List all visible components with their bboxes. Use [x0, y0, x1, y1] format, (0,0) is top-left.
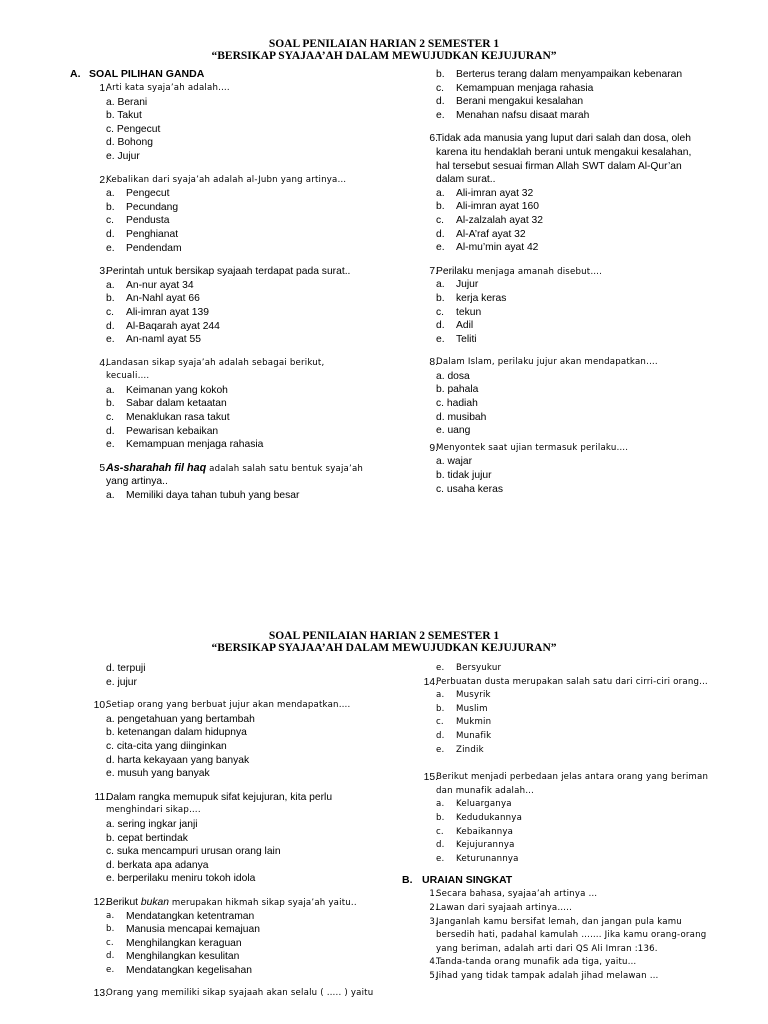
essay-1: 1. Secara bahasa, syajaa’ah artinya … [429, 889, 598, 900]
question-13: 13. Orang yang memiliki sikap syajaah akan selalu ( ….. ) yaitu [93, 988, 374, 1000]
option-14e: e. Zindik [436, 744, 484, 755]
question-12: 12. Berikut bukan merupakan hikmah sikap syaja’ah yaitu.. [93, 896, 357, 908]
essay-3: 3. Janganlah kamu bersifat lemah, dan jangan pula kamu [429, 916, 682, 927]
option-8d: d. musibah [436, 411, 487, 423]
option-4a: a. Keimanan yang kokoh [106, 384, 228, 396]
right-column [418, 68, 758, 496]
page-subtitle-2: “BERSIKAP SYAJAA’AH DALAM MEWUJUDKAN KEJUJURAN” [211, 642, 557, 654]
essay-5: 5. Jihad yang tidak tampak adalah jihad melawan … [429, 970, 659, 981]
option-6c: c. Al-zalzalah ayat 32 [436, 214, 544, 226]
option-9d: d. terpuji [106, 663, 146, 674]
question-8: 8. Dalam Islam, perilaku jujur akan mendapatkan…. [429, 357, 658, 369]
option-6b: b. Ali-imran ayat 160 [436, 201, 539, 213]
option-12b: b. Manusia mencapai kemajuan [106, 924, 260, 936]
option-8a: a. dosa [436, 370, 470, 382]
option-5e: e. Menahan nafsu disaat marah [436, 109, 590, 121]
option-5c: c. Kemampuan menjaga rahasia [436, 82, 594, 94]
option-11c: c. suka mencampuri urusan orang lain [106, 846, 281, 858]
option-8c: c. hadiah [436, 398, 478, 410]
option-4b: b. Sabar dalam ketaatan [106, 398, 227, 410]
option-4d: d. Pewarisan kebaikan [106, 425, 219, 437]
page-subtitle: “BERSIKAP SYAJAA’AH DALAM MEWUJUDKAN KEJUJURAN” [211, 50, 557, 62]
right-column-2 [402, 662, 758, 983]
question-10: 10. Setiap orang yang berbuat jujur akan mendapatkan…. [93, 700, 351, 712]
question-4: 4. Landasan sikap syaja’ah adalah sebagai berikut, [99, 357, 325, 369]
option-6e: e. Al-mu’min ayat 42 [436, 242, 539, 254]
option-12c: c. Menghilangkan keraguan [106, 937, 242, 949]
option-9b: b. tidak jujur [436, 470, 492, 482]
option-5b: b. Berterus terang dalam menyampaikan kebenaran [436, 69, 683, 80]
option-3e: e. An-naml ayat 55 [106, 334, 201, 346]
essay-2: 2. Lawan dari syajaah artinya….. [429, 902, 573, 913]
option-3b: b. An-Nahl ayat 66 [106, 293, 200, 305]
option-7e: e. Teliti [436, 333, 477, 345]
question-1: 1. Arti kata syaja’ah adalah…. [99, 83, 230, 94]
page-gap [0, 520, 768, 620]
exam-page-2 [0, 620, 768, 1024]
option-7c: c. tekun [436, 306, 482, 318]
option-1a: a. Berani [106, 96, 148, 108]
question-6-line-4: dalam surat.. [436, 174, 496, 186]
option-14b: b. Muslim [436, 703, 488, 714]
option-3d: d. Al-Baqarah ayat 244 [106, 320, 220, 332]
option-6a: a. Ali-imran ayat 32 [436, 187, 534, 199]
option-4e: e. Kemampuan menjaga rahasia [106, 439, 264, 451]
question-15-continued: dan munafik adalah… [436, 785, 535, 796]
question-11: 11. Dalam rangka memupuk sifat kejujuran, kita perlu [94, 791, 333, 803]
option-13e: e. Bersyukur [436, 663, 502, 673]
option-7a: a. Jujur [436, 279, 479, 291]
question-3: 3. Perintah untuk bersikap syajaah terdapat pada surat.. [99, 266, 351, 278]
option-5d: d. Berani mengakui kesalahan [436, 96, 584, 108]
option-9c: c. usaha keras [436, 483, 503, 495]
option-9a: a. wajar [436, 456, 473, 468]
option-10d: d. harta kekayaan yang banyak [106, 754, 250, 766]
question-15: 15. Berikut menjadi perbedaan jelas antara orang yang beriman [423, 772, 709, 784]
option-8b: b. pahala [436, 384, 479, 396]
option-15b: b. Kedudukannya [436, 812, 523, 823]
option-15c: c. Kebaikannya [436, 826, 514, 837]
section-a-heading: A. SOAL PILIHAN GANDA [70, 68, 205, 80]
option-10b: b. ketenangan dalam hidupnya [106, 727, 247, 739]
option-2a: a. Pengecut [106, 188, 170, 200]
option-4c: c. Menaklukan rasa takut [106, 412, 230, 424]
option-15a: a. Keluarganya [436, 799, 512, 810]
question-6-line-2: karena itu hendaklah berani untuk mengakui kesalahan, [436, 146, 692, 158]
page-title: SOAL PENILAIAN HARIAN 2 SEMESTER 1 [268, 38, 500, 50]
option-11d: d. berkata apa adanya [106, 859, 209, 871]
option-1c: c. Pengecut [106, 123, 161, 135]
question-6-line-3: hal tersebut sesuai firman Allah SWT dalam Al-Qur’an [436, 160, 682, 172]
option-10e: e. musuh yang banyak [106, 768, 210, 780]
option-1d: d. Bohong [106, 137, 153, 149]
option-12e: e. Mendatangkan kegelisahan [106, 964, 252, 976]
option-7b: b. kerja keras [436, 292, 507, 304]
question-4-continued: kecuali…. [106, 371, 150, 382]
question-6: 6. Tidak ada manusia yang luput dari salah dan dosa, oleh [429, 133, 691, 145]
question-2: 2. Kebalikan dari syaja’ah adalah al-Jubn yang artinya… [99, 174, 347, 186]
option-15d: d. Kejujurannya [436, 840, 515, 851]
option-3c: c. Ali-imran ayat 139 [106, 306, 209, 318]
left-column [70, 68, 400, 503]
question-5-continued: yang artinya.. [106, 476, 168, 488]
left-column-2 [88, 662, 408, 1001]
section-b-heading: B. URAIAN SINGKAT [402, 874, 513, 887]
option-2d: d. Penghianat [106, 228, 179, 240]
option-14a: a. Musyrik [436, 690, 491, 701]
option-14c: c. Mukmin [436, 717, 492, 728]
question-7: 7. Perilaku menjaga amanah disebut…. [429, 265, 603, 277]
option-10c: c. cita-cita yang diinginkan [106, 740, 227, 752]
question-9: 9. Menyontek saat ujian termasuk perilaku…. [429, 442, 629, 454]
option-12d: d. Menghilangkan kesulitan [106, 951, 240, 963]
essay-4: 4. Tanda-tanda orang munafik ada tiga, yaitu… [429, 957, 637, 968]
option-11e: e. berperilaku meniru tokoh idola [106, 873, 256, 885]
option-3a: a. An-nur ayat 34 [106, 279, 194, 291]
option-1e: e. Jujur [106, 150, 140, 162]
page-title-2: SOAL PENILAIAN HARIAN 2 SEMESTER 1 [268, 630, 500, 642]
option-9e: e. jujur [106, 676, 137, 688]
question-11-continued: menghindari sikap…. [106, 805, 201, 816]
option-2b: b. Pecundang [106, 201, 179, 213]
option-2c: c. Pendusta [106, 215, 170, 227]
option-1b: b. Takut [106, 110, 142, 122]
essay-3-line-3: yang beriman, adalah arti dari QS Ali Imran :136. [436, 943, 658, 954]
option-11b: b. cepat bertindak [106, 832, 188, 844]
question-5: 5. As-sharahah fil haq adalah salah satu bentuk syaja’ah [99, 461, 364, 474]
option-6d: d. Al-A’raf ayat 32 [436, 228, 526, 240]
option-7d: d. Adil [436, 320, 474, 332]
option-10a: a. pengetahuan yang bertambah [106, 713, 255, 725]
option-14d: d. Munafik [436, 730, 492, 741]
option-2e: e. Pendendam [106, 242, 182, 254]
question-14: 14. Perbuatan dusta merupakan salah satu dari cirri-ciri orang… [423, 676, 708, 688]
option-11a: a. sering ingkar janji [106, 818, 198, 830]
option-8e: e. uang [436, 425, 471, 437]
essay-3-line-2: bersedih hati, padahal kamulah ……. Jika kamu orang-orang [436, 930, 707, 941]
option-5a: a. Memiliki daya tahan tubuh yang besar [106, 490, 300, 502]
option-12a: a. Mendatangkan ketentraman [106, 910, 255, 922]
option-15e: e. Keturunannya [436, 853, 519, 864]
